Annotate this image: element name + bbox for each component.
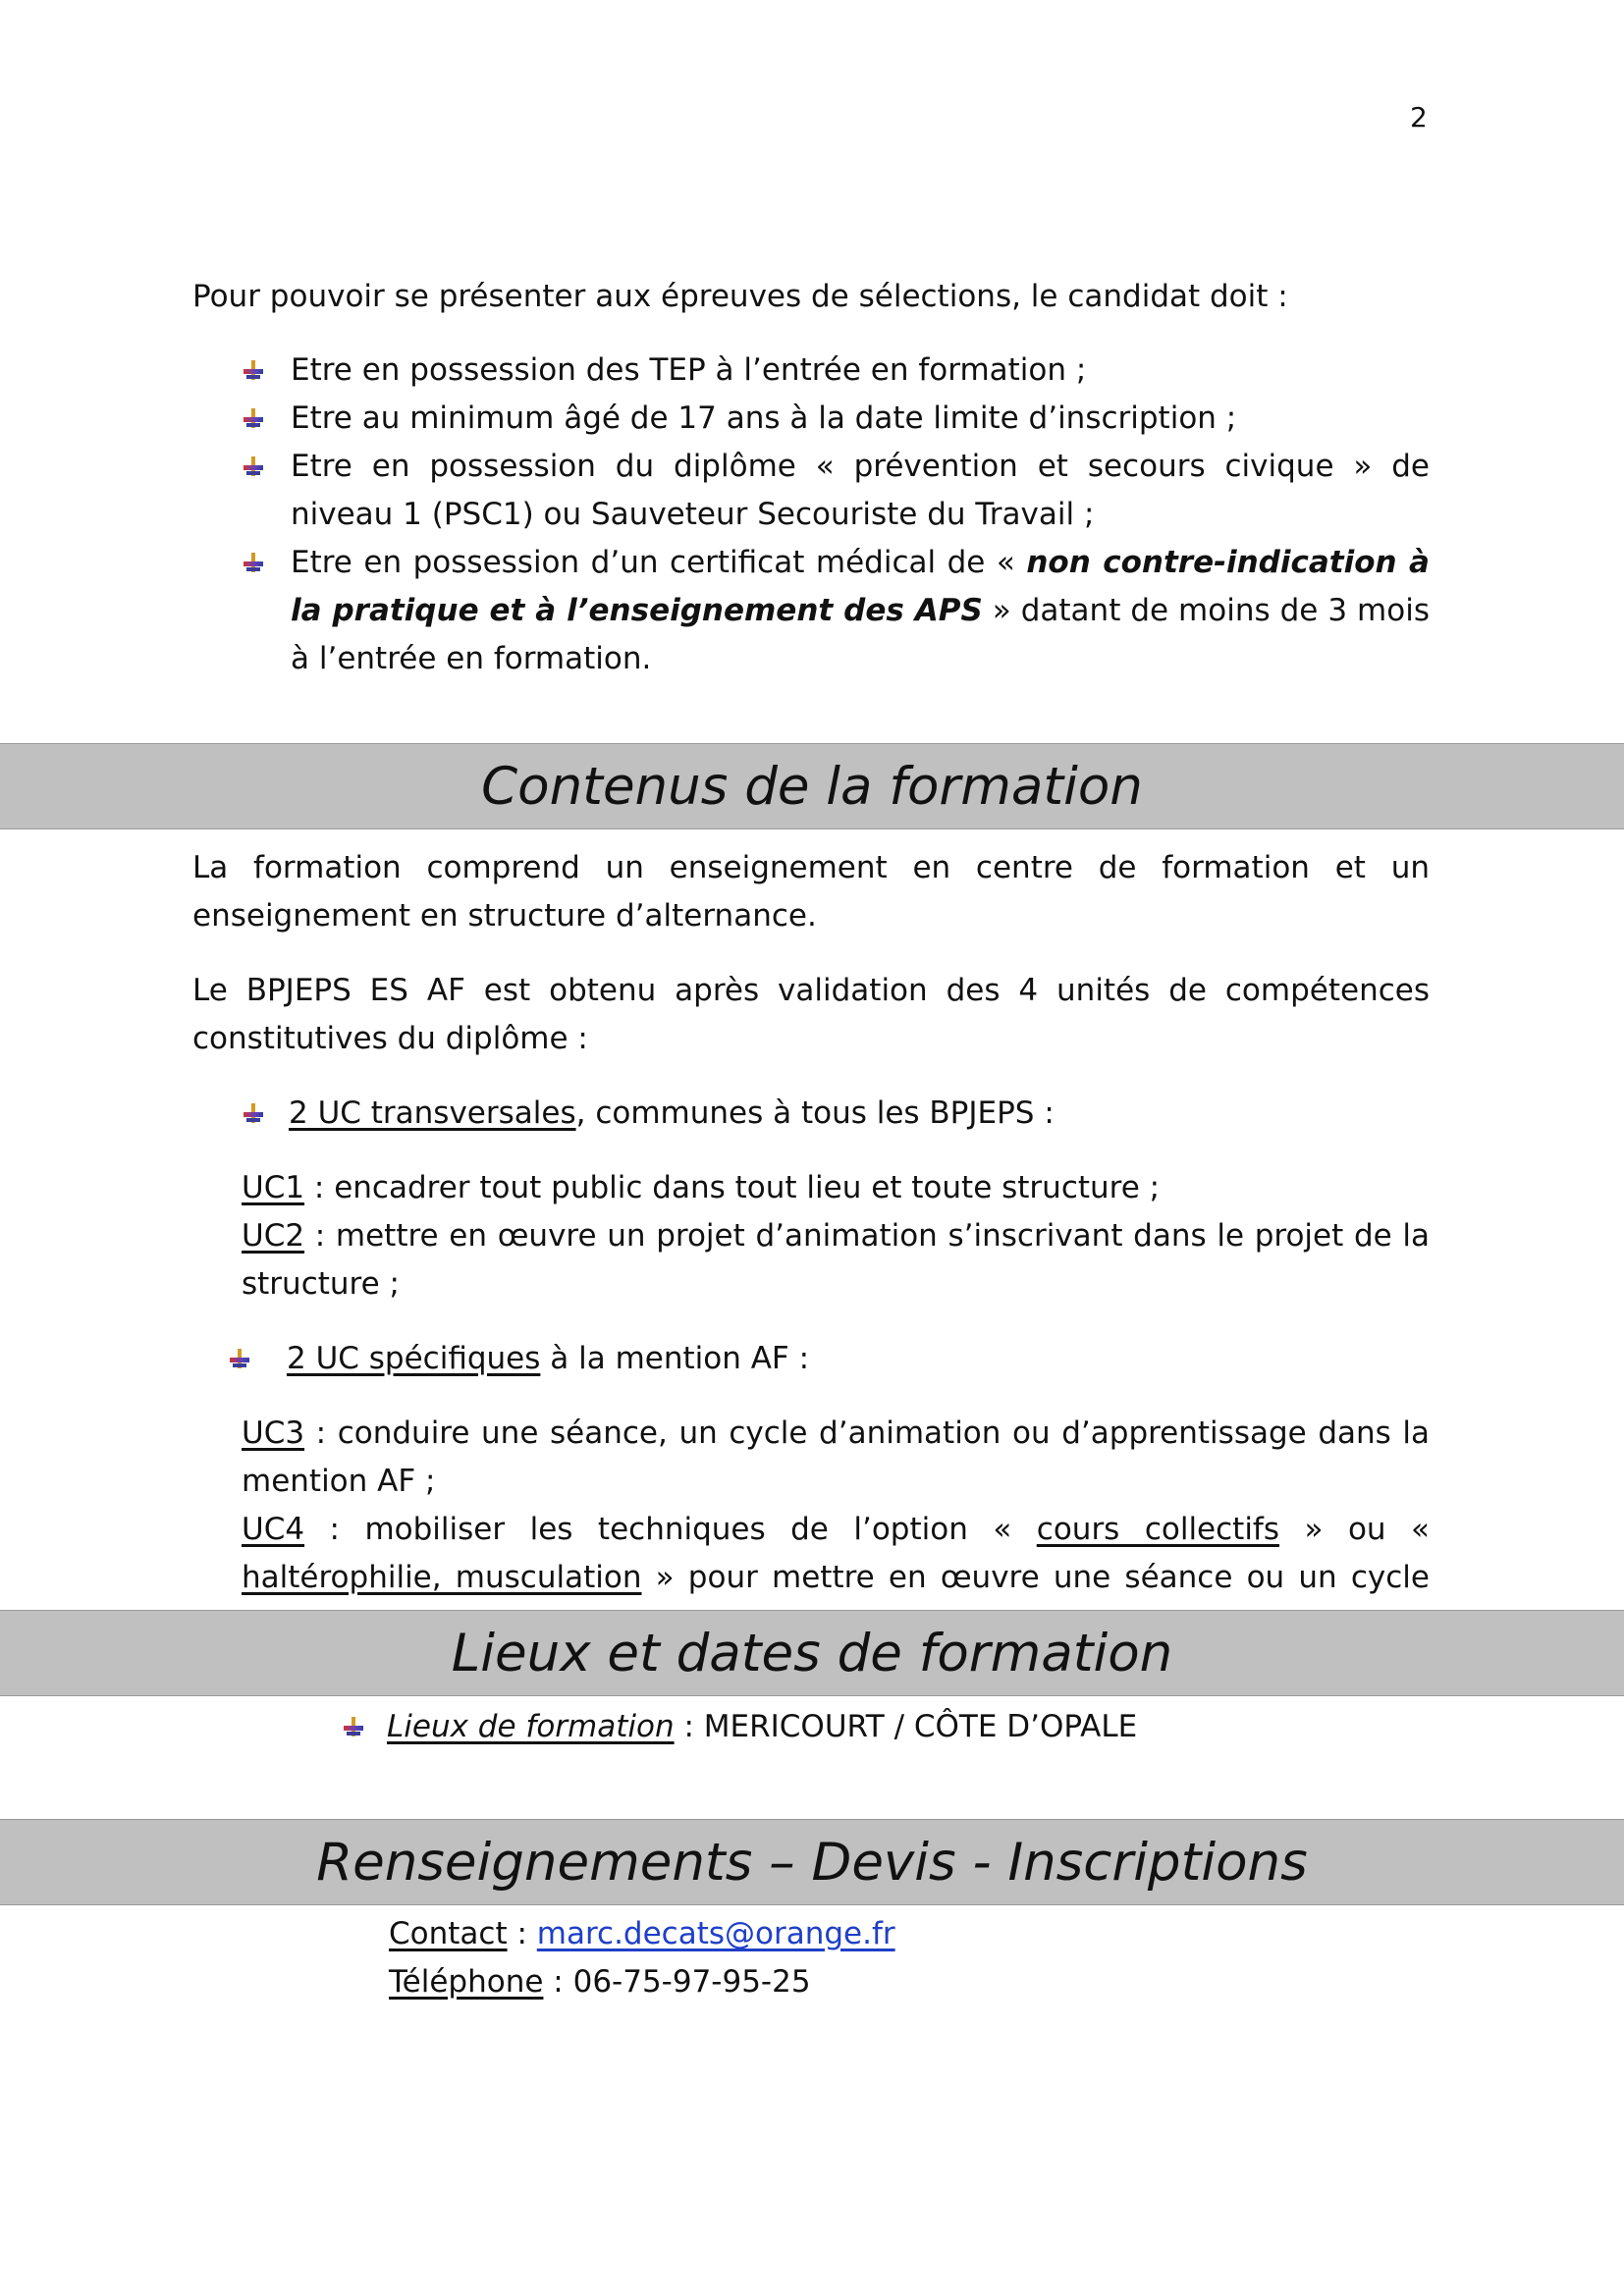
condition-text: Etre au minimum âgé de 17 ans à la date limite d’inscription ; [291,400,1237,436]
medical-before: Etre en possession d’un certificat médical de « [291,545,1027,580]
lieux-value: : MERICOURT / CÔTE D’OPALE [674,1709,1138,1744]
uc4-option-1: cours collectifs [1036,1512,1280,1547]
transversal-heading [244,1090,1430,1138]
contact-email-link[interactable]: marc.decats@orange.fr [536,1916,895,1951]
uc1-code: UC1 [242,1170,305,1205]
contenus-para-2: Le BPJEPS ES AF est obtenu après validation des 4 unités de compétences constitutives du diplôme : [192,973,1430,1056]
lieux-block [344,1703,1424,1751]
condition-text: Etre en possession des TEP à l’entrée en formation ; [291,352,1087,388]
uc3-text: : conduire une séance, un cycle d’animation ou d’apprentissage dans la mention AF ; [242,1415,1430,1499]
uc2-text: : mettre en œuvre un projet d’animation s’inscrivant dans le projet de la structure ; [242,1218,1430,1302]
phone-line [389,1958,1371,2006]
intro-text: Pour pouvoir se présenter aux épreuves de sélections, le candidat doit : [192,279,1288,314]
bullet-pin-icon [244,1103,263,1123]
page-number: 2 [1410,101,1428,133]
uc4-text-2: » ou « [1279,1512,1431,1547]
bullet-pin-icon [230,1349,249,1368]
uc2-code: UC2 [242,1218,305,1254]
renseignements-block [389,1910,1371,2006]
uc2-line [242,1212,1430,1308]
phone-value: : 06-75-97-95-25 [543,1964,811,2000]
conditions-list [244,347,1430,683]
section-title: Contenus de la formation [481,756,1143,817]
section-banner-contenus [0,743,1624,829]
bullet-pin-icon [244,456,263,476]
intro-block [192,273,1430,683]
bullet-pin-icon [244,553,263,572]
list-item [244,347,1430,395]
lieux-label: Lieux de formation [387,1709,675,1744]
transversal-rest: , communes à tous les BPJEPS : [575,1095,1055,1131]
contact-sep: : [507,1916,537,1951]
bullet-pin-icon [244,408,263,428]
contact-line [389,1910,1371,1958]
uc3-code: UC3 [242,1415,305,1451]
list-item [244,539,1430,683]
contenus-block [192,844,1430,1650]
uc3-line [242,1410,1430,1506]
list-item [244,443,1430,539]
section-banner-lieux [0,1610,1624,1696]
phone-label: Téléphone [389,1964,544,2000]
specific-rest: à la mention AF : [540,1341,810,1376]
uc4-option-2: haltérophilie, musculation [242,1560,642,1595]
transversal-ucs [242,1164,1430,1308]
list-item [244,395,1430,443]
section-title: Lieux et dates de formation [451,1623,1173,1683]
medical-emphasis: non contre-indication à la pratique et à l’enseignement des APS [291,545,1430,628]
uc4-code: UC4 [242,1512,305,1547]
uc4-text-3: » pour mettre en œuvre une séance ou un cycle [655,1560,1430,1595]
uc1-text: : encadrer tout public dans tout lieu et toute structure ; [304,1170,1161,1205]
specific-label: 2 UC spécifiques [287,1341,541,1376]
section-banner-renseignements [0,1819,1624,1905]
medical-after: » datant de moins de 3 mois à l’entrée en formation. [291,593,1430,676]
bullet-pin-icon [344,1717,363,1736]
uc4-text-1: : mobiliser les techniques de l’option « [304,1512,1037,1547]
contact-label: Contact [389,1916,508,1951]
lieux-line [344,1703,1424,1751]
uc1-line [242,1164,1430,1212]
condition-text: Etre en possession du diplôme « prévention et secours civique » de niveau 1 (PSC1) ou Sauveteur Secouriste du Travail ; [291,449,1430,532]
transversal-label: 2 UC transversales [289,1095,576,1131]
bullet-pin-icon [244,360,263,380]
specific-heading [230,1335,1430,1383]
contenus-para-1: La formation comprend un enseignement en centre de formation et un enseignement en structure d’alternance. [192,850,1430,934]
section-title: Renseignements – Devis - Inscriptions [316,1832,1308,1893]
